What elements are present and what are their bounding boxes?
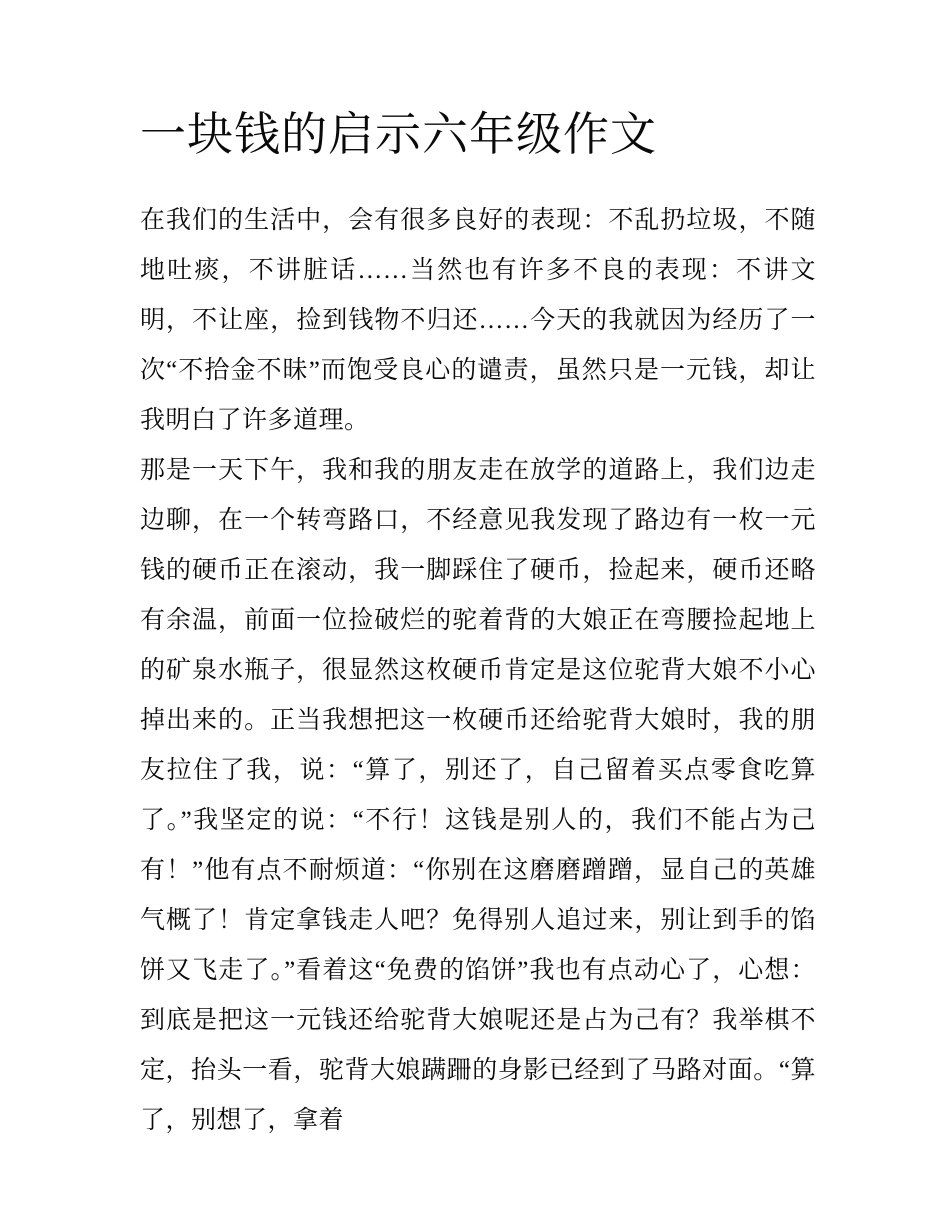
paragraph: 在我们的生活中，会有很多良好的表现：不乱扔垃圾，不随地吐痰，不讲脏话……当然也有许多不良的表现：不讲文明，不让座，捡到钱物不归还……今天的我就因为经历了一次“不拾金不昧”而饱受良心的谴责，虽然只是一元钱，却让我明白了许多道理。: [140, 206, 816, 434]
paragraph: 那是一天下午，我和我的朋友走在放学的道路上，我们边走边聊，在一个转弯路口，不经意见我发现了路边有一枚一元钱的硬币正在滚动，我一脚踩住了硬币，捡起来，硬币还略有余温，前面一位捡破烂的驼着背的大娘正在弯腰捡起地上的矿泉水瓶子，很显然这枚硬币肯定是这位驼背大娘不小心掉出来的。正当我想把这一枚硬币还给驼背大娘时，我的朋友拉住了我，说：“算了，别还了，自己留着买点零食吃算了。”我坚定的说：“不行！这钱是别人的，我们不能占为己有！”他有点不耐烦道：“你别在这磨磨蹭蹭，显自己的英雄气概了！肯定拿钱走人吧？免得别人追过来，别让到手的馅饼又飞走了。”看着这“免费的馅饼”我也有点动心了，心想：到底是把这一元钱还给驼背大娘呢还是占为己有？我举棋不定，抬头一看，驼背大娘蹒跚的身影已经到了马路对面。“算了，别想了，拿着: [140, 456, 816, 1134]
page-title: 一块钱的启示六年级作文: [140, 109, 657, 160]
document-body: [140, 196, 816, 1146]
